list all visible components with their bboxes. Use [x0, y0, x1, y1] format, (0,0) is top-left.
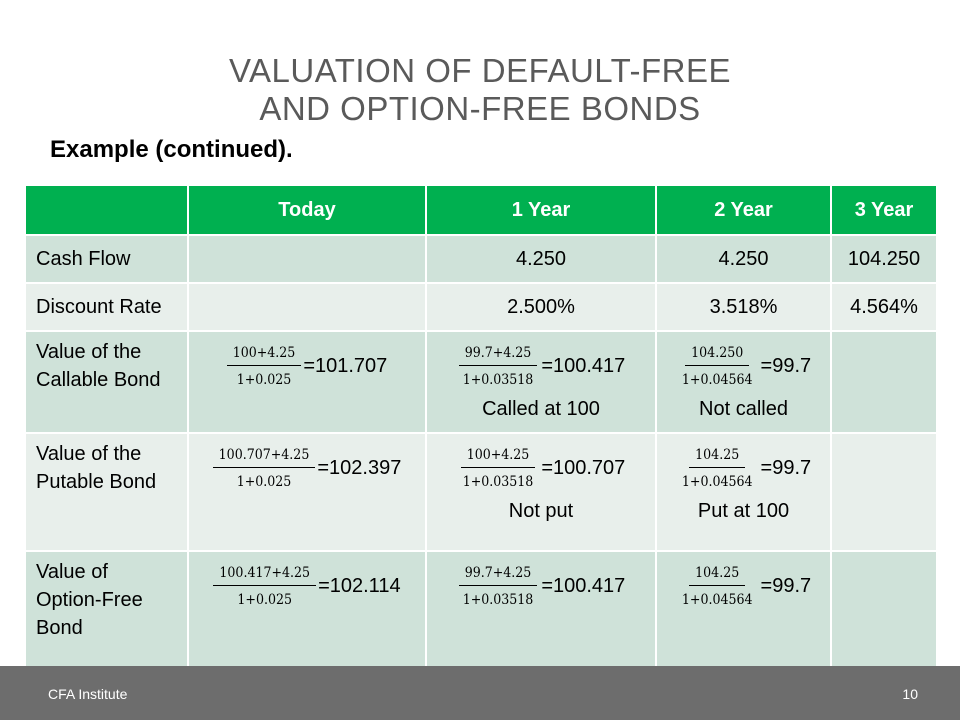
fraction-denominator: 1+0.03518 [462, 474, 534, 490]
fraction-numerator: 99.7+4.25 [459, 565, 538, 586]
option-free-today-cell [188, 551, 426, 667]
putable-label-line-1: Value of the [36, 443, 142, 465]
putable-3-year-cell [831, 433, 937, 551]
fraction-denominator: 1+0.03518 [462, 592, 534, 608]
header-empty [25, 185, 188, 235]
fraction-numerator: 104.250 [685, 345, 749, 366]
putable-1-year-result: =100.707 [541, 457, 626, 479]
discount-rate-1-year: 2.500% [426, 283, 656, 331]
option-free-2-year-fraction [676, 565, 759, 608]
footer-organization: CFA Institute [48, 686, 128, 702]
putable-2-year-note: Put at 100 [697, 500, 790, 522]
putable-2-year-fraction [676, 447, 759, 490]
fraction-denominator: 1+0.04564 [681, 592, 753, 608]
putable-1-year-note: Not put [508, 500, 574, 522]
callable-2-year-note: Not called [699, 398, 788, 420]
option-free-label-line-2: Option-Free [36, 589, 143, 611]
footer-bar [0, 666, 960, 720]
cash-flow-3-year: 104.250 [831, 235, 937, 283]
fraction-numerator: 100+4.25 [227, 345, 302, 366]
fraction-denominator: 1+0.025 [237, 592, 293, 608]
fraction-numerator: 104.25 [689, 565, 745, 586]
option-free-label-line-1: Value of [36, 561, 108, 583]
callable-today-result: =101.707 [303, 355, 388, 377]
title-line-1: VALUATION OF DEFAULT-FREE [228, 52, 732, 89]
putable-2-year-cell [656, 433, 831, 551]
slide-number: 10 [902, 686, 918, 702]
callable-today-cell [188, 331, 426, 433]
fraction-numerator: 100.707+4.25 [213, 447, 316, 468]
option-free-2-year-result: =99.7 [760, 575, 812, 597]
callable-1-year-note: Called at 100 [482, 398, 600, 420]
callable-1-year-result: =100.417 [541, 355, 626, 377]
fraction-denominator: 1+0.025 [236, 372, 292, 388]
cash-flow-2-year: 4.250 [656, 235, 831, 283]
fraction-denominator: 1+0.04564 [681, 474, 753, 490]
option-free-bond-row [25, 551, 937, 667]
fraction-numerator: 100.417+4.25 [213, 565, 316, 586]
header-3-year: 3 Year [831, 185, 937, 235]
callable-label-line-2: Callable Bond [36, 369, 161, 391]
option-free-1-year-cell [426, 551, 656, 667]
row-label-cash-flow: Cash Flow [25, 235, 188, 283]
fraction-denominator: 1+0.025 [236, 474, 292, 490]
putable-today-cell [188, 433, 426, 551]
option-free-today-fraction [213, 565, 316, 608]
putable-label-line-2: Putable Bond [36, 471, 157, 493]
callable-1-year-fraction [457, 345, 540, 388]
cash-flow-row [25, 235, 937, 283]
option-free-1-year-fraction [457, 565, 540, 608]
fraction-numerator: 100+4.25 [461, 447, 536, 468]
slide-title [0, 52, 960, 128]
row-label-discount-rate: Discount Rate [25, 283, 188, 331]
putable-2-year-result: =99.7 [760, 457, 812, 479]
valuation-table [24, 184, 938, 668]
option-free-3-year-cell [831, 551, 937, 667]
putable-1-year-cell [426, 433, 656, 551]
fraction-numerator: 99.7+4.25 [459, 345, 538, 366]
callable-2-year-fraction [676, 345, 759, 388]
putable-1-year-fraction [457, 447, 540, 490]
header-1-year: 1 Year [426, 185, 656, 235]
option-free-today-result: =102.114 [318, 575, 401, 597]
putable-today-result: =102.397 [317, 457, 402, 479]
callable-1-year-cell [426, 331, 656, 433]
discount-rate-2-year: 3.518% [656, 283, 831, 331]
header-row [25, 185, 937, 235]
row-label-option-free-bond [25, 551, 188, 667]
header-today: Today [188, 185, 426, 235]
option-free-label-line-3: Bond [36, 617, 83, 639]
fraction-denominator: 1+0.04564 [681, 372, 753, 388]
fraction-denominator: 1+0.03518 [462, 372, 534, 388]
callable-today-fraction [227, 345, 302, 388]
fraction-numerator: 104.25 [689, 447, 745, 468]
callable-bond-row [25, 331, 937, 433]
slide-subtitle: Example (continued). [50, 136, 293, 163]
cash-flow-today [188, 235, 426, 283]
option-free-1-year-result: =100.417 [541, 575, 626, 597]
discount-rate-row [25, 283, 937, 331]
callable-2-year-result: =99.7 [760, 355, 812, 377]
putable-bond-row [25, 433, 937, 551]
callable-2-year-cell [656, 331, 831, 433]
title-line-2: AND OPTION-FREE BONDS [259, 90, 701, 127]
discount-rate-3-year: 4.564% [831, 283, 937, 331]
row-label-putable-bond [25, 433, 188, 551]
row-label-callable-bond [25, 331, 188, 433]
discount-rate-today [188, 283, 426, 331]
option-free-2-year-cell [656, 551, 831, 667]
callable-3-year-cell [831, 331, 937, 433]
callable-label-line-1: Value of the [36, 341, 142, 363]
cash-flow-1-year: 4.250 [426, 235, 656, 283]
header-2-year: 2 Year [656, 185, 831, 235]
putable-today-fraction [213, 447, 316, 490]
